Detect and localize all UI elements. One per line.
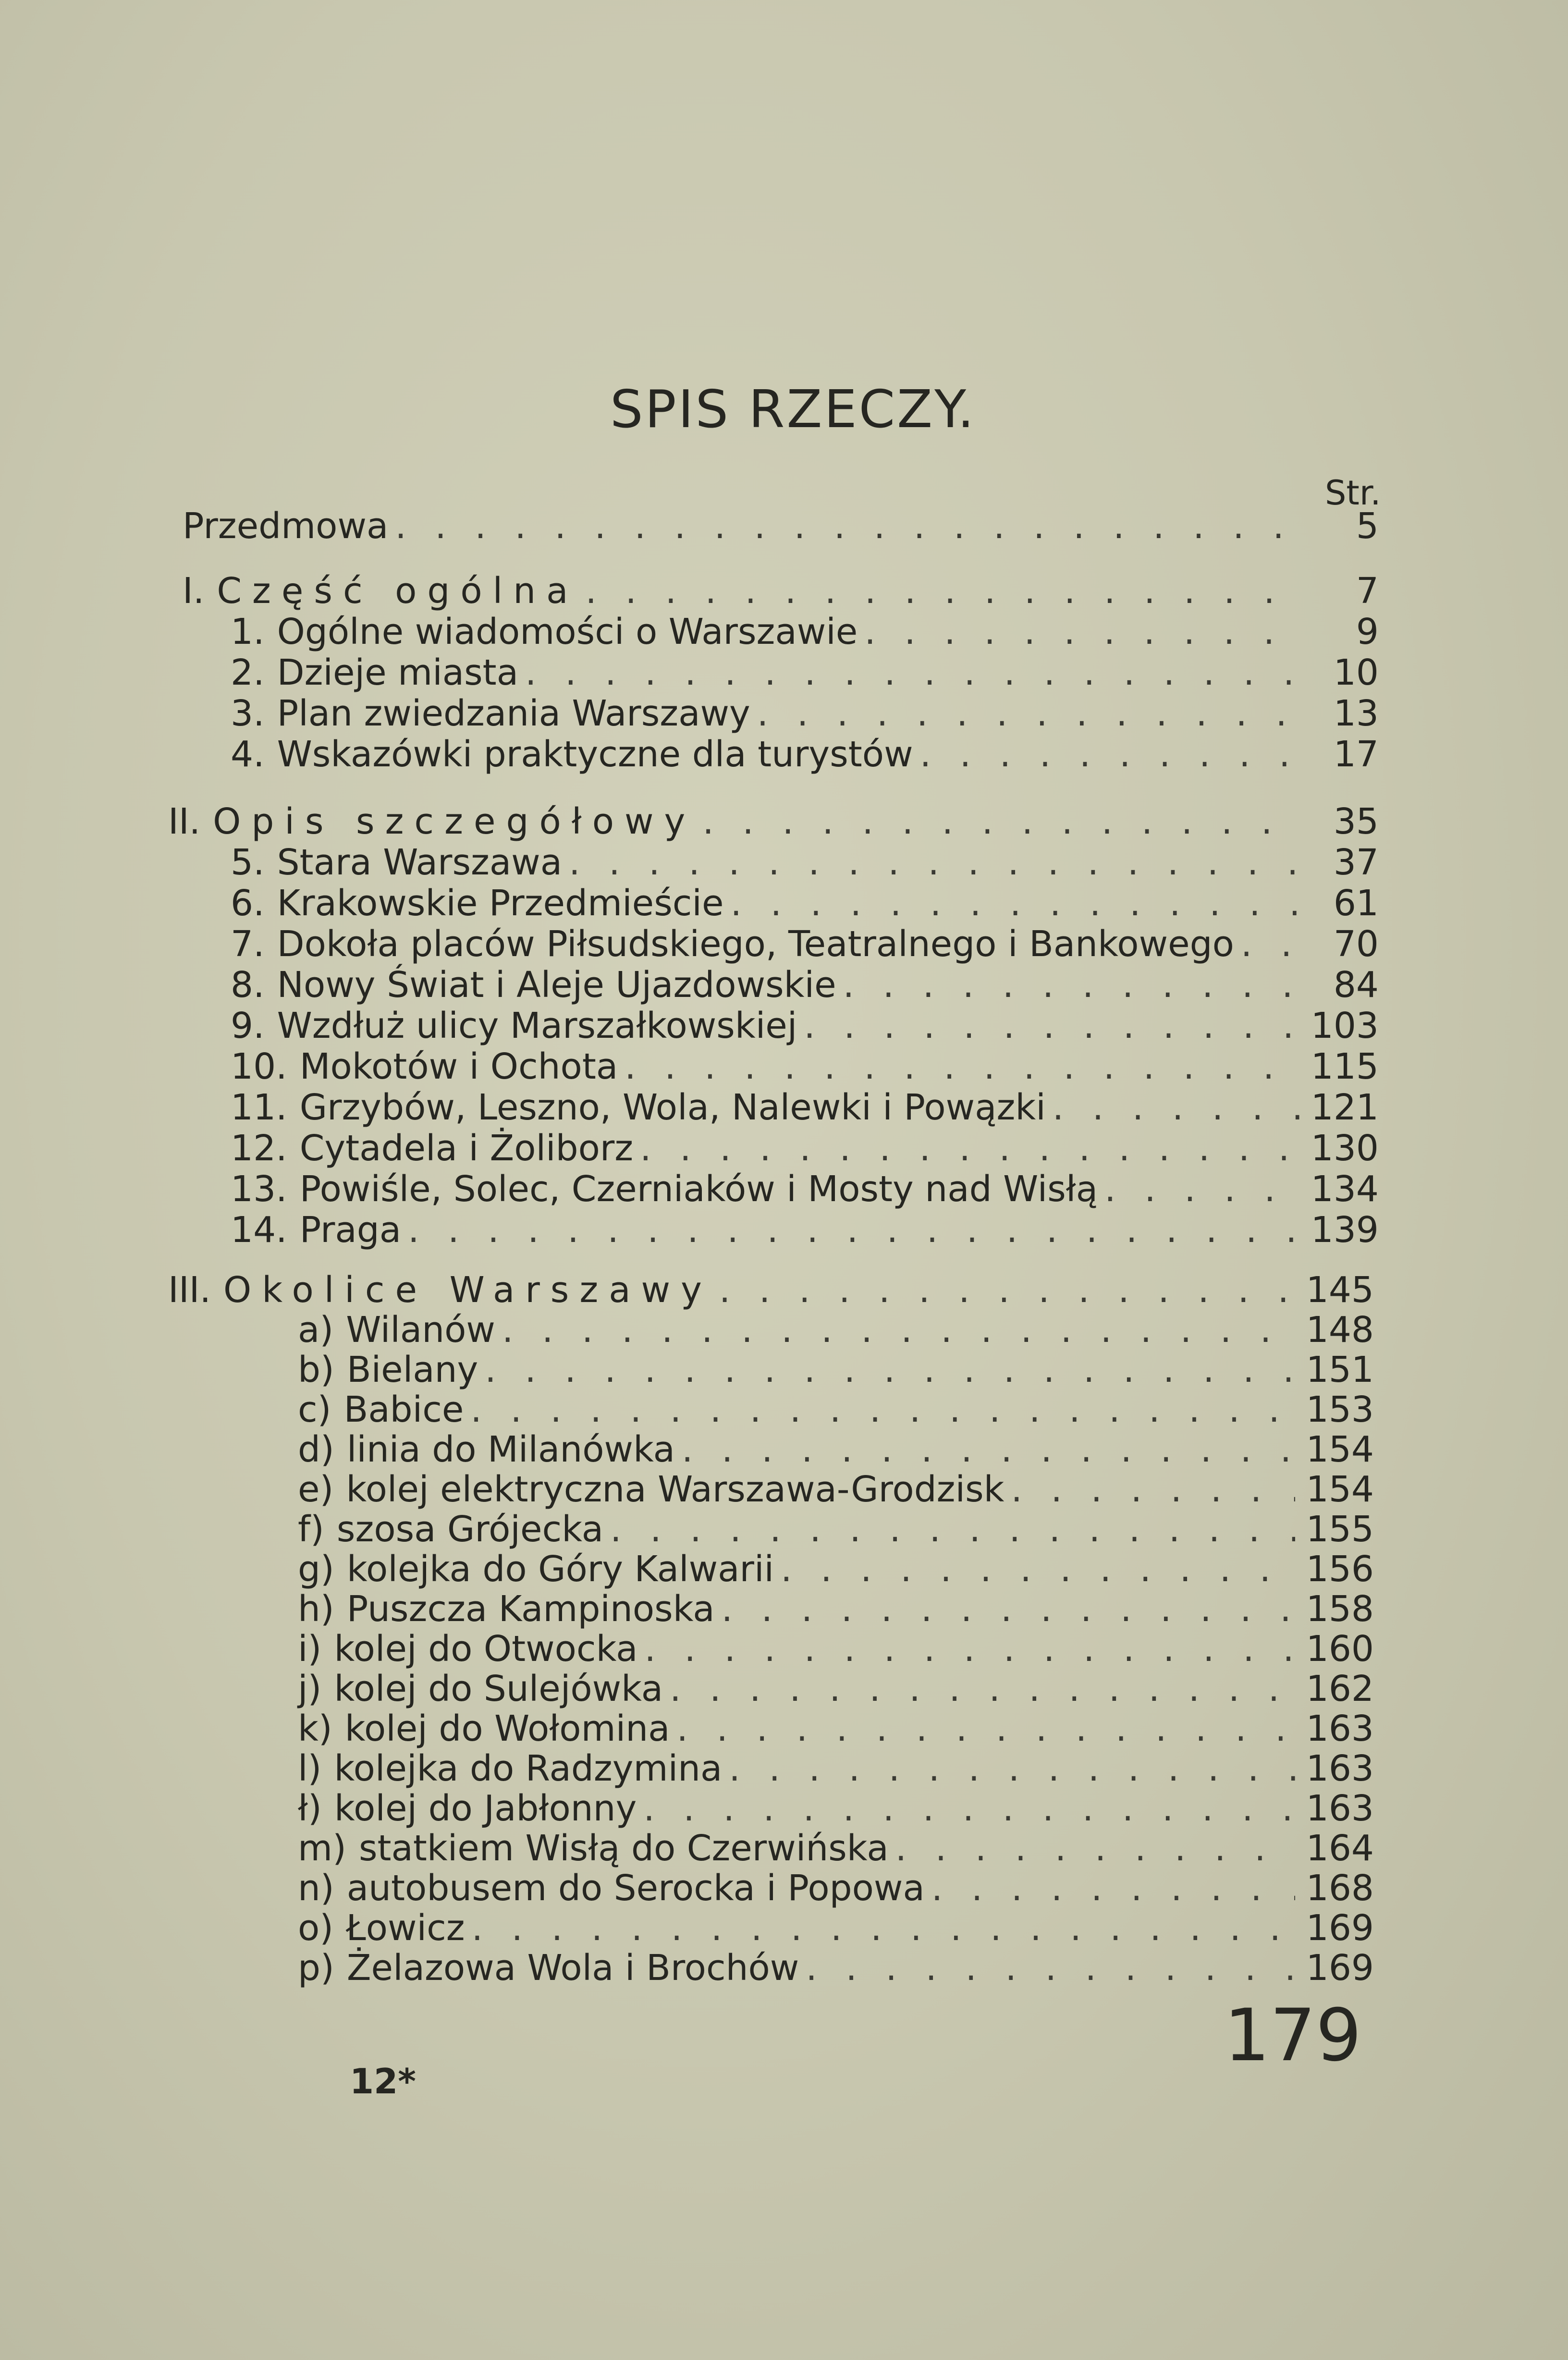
toc-entry-title: Nowy Świat i Aleje Ujazdowskie	[277, 964, 836, 1006]
toc-entry	[298, 1468, 1374, 1511]
toc-entry-number: d)	[298, 1429, 334, 1470]
toc-entry-page: 151	[1306, 1349, 1374, 1390]
toc-entry	[231, 882, 1379, 925]
toc-entry	[231, 963, 1379, 1007]
toc-entry-title: Łowicz	[346, 1907, 465, 1949]
dot-leader	[640, 1127, 1300, 1170]
toc-entry-title: Dzieje miasta	[277, 652, 519, 693]
dot-leader	[485, 1348, 1295, 1391]
toc-entry-number: 2.	[231, 652, 265, 693]
toc-entry	[298, 1827, 1374, 1870]
toc-entry-page: 160	[1306, 1628, 1374, 1670]
toc-entry-page: 121	[1311, 1087, 1379, 1128]
toc-entry-page: 169	[1306, 1947, 1374, 1989]
dot-leader	[722, 1587, 1295, 1631]
dot-leader	[702, 800, 1300, 843]
toc-entry-title: Plan zwiedzania Warszawy	[277, 693, 750, 734]
toc-entry-number: m)	[298, 1828, 346, 1869]
toc-entry-number: b)	[298, 1349, 334, 1390]
dot-leader	[625, 1045, 1300, 1088]
toc-entry-number: k)	[298, 1708, 332, 1749]
dot-leader	[1053, 1086, 1300, 1129]
toc-entry-title: Żelazowa Wola i Brochów	[346, 1947, 799, 1989]
toc-entry-number: p)	[298, 1947, 334, 1989]
dot-leader	[920, 733, 1300, 776]
toc-entry-page: 61	[1333, 883, 1379, 924]
dot-leader	[408, 1208, 1300, 1252]
toc-entry-page: 115	[1311, 1046, 1379, 1087]
toc-entry	[298, 1308, 1374, 1352]
toc-entry-page: 168	[1306, 1868, 1374, 1909]
toc-entry-title: autobusem do Serocka i Popowa	[346, 1868, 925, 1909]
toc-entry-page: 103	[1311, 1005, 1379, 1046]
toc-entry-page: 134	[1311, 1168, 1379, 1210]
toc-entry	[298, 1946, 1374, 1990]
toc-entry-number: 8.	[231, 964, 265, 1006]
toc-entry-number: 7.	[231, 923, 265, 965]
page-column-label: Str.	[1325, 473, 1381, 513]
toc-entry-title: Część ogólna	[217, 570, 579, 612]
toc-entry-page: 9	[1356, 611, 1379, 652]
toc-entry	[298, 1906, 1374, 1950]
toc-entry-page: 7	[1356, 570, 1379, 612]
toc-entry-title: kolej do Jabłonny	[334, 1788, 637, 1829]
dot-leader	[682, 1428, 1295, 1471]
toc-entry-title: Mokotów i Ochota	[299, 1046, 618, 1087]
dot-leader	[729, 1747, 1295, 1790]
toc-entry	[183, 569, 1379, 613]
toc-entry-page: 153	[1306, 1389, 1374, 1430]
toc-entry-title: Babice	[343, 1389, 464, 1430]
page-number: 179	[1224, 1994, 1362, 2077]
toc-entry	[231, 733, 1379, 776]
toc-entry	[168, 800, 1379, 843]
toc-entry	[231, 841, 1379, 884]
toc-entry-page: 155	[1306, 1509, 1374, 1550]
toc-entry-number: 10.	[231, 1046, 287, 1087]
toc-entry-title: Przedmowa	[183, 505, 389, 547]
toc-entry-number: l)	[298, 1748, 322, 1789]
toc-entry-page: 163	[1306, 1748, 1374, 1789]
toc-entry-page: 154	[1306, 1429, 1374, 1470]
dot-leader	[895, 1827, 1295, 1870]
toc-entry-title: Ogólne wiadomości o Warszawie	[277, 611, 858, 652]
toc-entry-page: 145	[1306, 1269, 1374, 1311]
dot-leader	[472, 1906, 1295, 1950]
toc-entry-title: Wzdłuż ulicy Marszałkowskiej	[277, 1005, 797, 1046]
toc-entry-number: ł)	[298, 1788, 322, 1829]
toc-entry	[298, 1627, 1374, 1671]
dot-leader	[931, 1867, 1295, 1910]
dot-leader	[645, 1627, 1295, 1671]
dot-leader	[806, 1946, 1295, 1990]
toc-entry	[231, 610, 1379, 653]
toc-entry	[298, 1548, 1374, 1591]
dot-leader	[781, 1548, 1295, 1591]
toc-entry	[231, 1168, 1379, 1211]
toc-entry-number: j)	[298, 1668, 322, 1709]
toc-entry-page: 163	[1306, 1708, 1374, 1749]
dot-leader	[610, 1508, 1295, 1551]
dot-leader	[1011, 1468, 1296, 1511]
toc-entry	[298, 1787, 1374, 1830]
toc-entry-title: kolej do Wołomina	[344, 1708, 670, 1749]
toc-entry	[231, 1208, 1379, 1252]
toc-entry-number: i)	[298, 1628, 322, 1670]
toc-entry-number: 1.	[231, 611, 265, 652]
toc-entry	[298, 1388, 1374, 1431]
toc-entry-title: Okolice Warszawy	[223, 1269, 712, 1311]
toc-entry-page: 139	[1311, 1209, 1379, 1251]
toc-entry-number: g)	[298, 1549, 334, 1590]
dot-leader	[804, 1004, 1300, 1047]
toc-entry-page: 17	[1333, 734, 1379, 775]
toc-entry-page: 169	[1306, 1907, 1374, 1949]
toc-entry	[231, 922, 1379, 966]
dot-leader	[670, 1667, 1295, 1710]
dot-leader	[731, 882, 1300, 925]
toc-entry	[298, 1747, 1374, 1790]
toc-entry-page: 148	[1306, 1309, 1374, 1351]
toc-entry-page: 35	[1333, 801, 1379, 842]
toc-entry	[298, 1587, 1374, 1631]
toc-entry-number: 9.	[231, 1005, 265, 1046]
toc-entry-title: Praga	[299, 1209, 402, 1251]
dot-leader	[1104, 1168, 1300, 1211]
toc-entry-number: o)	[298, 1907, 334, 1949]
dot-leader	[757, 692, 1300, 735]
toc-entry-number: 13.	[231, 1168, 287, 1210]
toc-entry-title: Opis szczegółowy	[213, 801, 696, 842]
toc-entry	[298, 1348, 1374, 1391]
toc-entry-title: Grzybów, Leszno, Wola, Nalewki i Powązki	[299, 1087, 1046, 1128]
toc-entry-number: II.	[168, 801, 201, 842]
toc-entry-number: III.	[168, 1269, 211, 1311]
toc-entry-title: Powiśle, Solec, Czerniaków i Mosty nad Wisłą	[299, 1168, 1098, 1210]
toc-entry-page: 158	[1306, 1588, 1374, 1630]
toc-entry	[231, 692, 1379, 735]
dot-leader	[1241, 922, 1300, 966]
toc-entry	[231, 651, 1379, 694]
toc-entry-number: a)	[298, 1309, 334, 1351]
toc-entry-number: 6.	[231, 883, 265, 924]
toc-entry-page: 84	[1333, 964, 1379, 1006]
toc-entry-number: n)	[298, 1868, 334, 1909]
dot-leader	[643, 1787, 1295, 1830]
toc-entry	[231, 1127, 1379, 1170]
toc-entry-number: 5.	[231, 842, 265, 883]
toc-entry-title: Krakowskie Przedmieście	[277, 883, 724, 924]
toc-entry-number: 12.	[231, 1128, 287, 1169]
dot-leader	[395, 504, 1300, 548]
toc-entry	[231, 1004, 1379, 1047]
toc-entry	[298, 1428, 1374, 1471]
toc-entry-number: e)	[298, 1469, 334, 1510]
dot-leader	[502, 1308, 1295, 1352]
toc-entry-title: Dokoła placów Piłsudskiego, Teatralnego i Bankowego	[277, 923, 1234, 965]
dot-leader	[676, 1707, 1295, 1750]
dot-leader	[470, 1388, 1295, 1431]
dot-leader	[569, 841, 1300, 884]
page-title: SPIS RZECZY.	[610, 380, 976, 440]
toc-entry	[231, 1086, 1379, 1129]
toc-entry-title: Puszcza Kampinoska	[346, 1588, 715, 1630]
toc-entry-title: statkiem Wisłą do Czerwińska	[358, 1828, 889, 1869]
toc-entry	[298, 1707, 1374, 1750]
toc-entry-number: c)	[298, 1389, 331, 1430]
toc-entry-title: Bielany	[346, 1349, 478, 1390]
dot-leader	[864, 610, 1300, 653]
toc-entry-page: 5	[1356, 505, 1379, 547]
toc-entry-number: h)	[298, 1588, 334, 1630]
toc-entry-title: kolejka do Góry Kalwarii	[346, 1549, 774, 1590]
toc-entry-page: 164	[1306, 1828, 1374, 1869]
toc-entry-title: Wskazówki praktyczne dla turystów	[277, 734, 913, 775]
toc-entry-page: 162	[1306, 1668, 1374, 1709]
toc-entry-page: 154	[1306, 1469, 1374, 1510]
toc-entry	[298, 1508, 1374, 1551]
toc-entry	[168, 1268, 1374, 1312]
dot-leader	[719, 1268, 1295, 1312]
toc-entry-title: kolejka do Radzymina	[334, 1748, 723, 1789]
toc-entry-title: Stara Warszawa	[277, 842, 563, 883]
toc-entry-page: 130	[1311, 1128, 1379, 1169]
toc-entry-number: 3.	[231, 693, 265, 734]
toc-entry-title: linia do Milanówka	[346, 1429, 675, 1470]
toc-entry-number: 4.	[231, 734, 265, 775]
dot-leader	[843, 963, 1300, 1007]
toc-entry-title: kolej elektryczna Warszawa-Grodzisk	[346, 1469, 1004, 1510]
toc-entry-title: szosa Grójecka	[336, 1509, 604, 1550]
toc-entry-page: 37	[1333, 842, 1379, 883]
toc-entry-number: 11.	[231, 1087, 287, 1128]
toc-entry-title: Cytadela i Żoliborz	[299, 1128, 634, 1169]
toc-entry-number: 14.	[231, 1209, 287, 1251]
toc-entry	[183, 504, 1379, 548]
toc-entry-number: f)	[298, 1509, 324, 1550]
toc-entry-title: Wilanów	[346, 1309, 495, 1351]
signature-mark: 12*	[350, 2061, 416, 2102]
toc-entry-page: 163	[1306, 1788, 1374, 1829]
toc-entry-page: 13	[1333, 693, 1379, 734]
toc-entry	[298, 1667, 1374, 1710]
toc-entry-title: kolej do Sulejówka	[334, 1668, 663, 1709]
toc-entry	[298, 1867, 1374, 1910]
toc-entry-page: 70	[1333, 923, 1379, 965]
toc-entry-page: 156	[1306, 1549, 1374, 1590]
dot-leader	[586, 569, 1300, 613]
toc-entry	[231, 1045, 1379, 1088]
toc-entry-number: I.	[183, 570, 205, 612]
dot-leader	[525, 651, 1300, 694]
toc-entry-title: kolej do Otwocka	[334, 1628, 638, 1670]
toc-entry-page: 10	[1333, 652, 1379, 693]
